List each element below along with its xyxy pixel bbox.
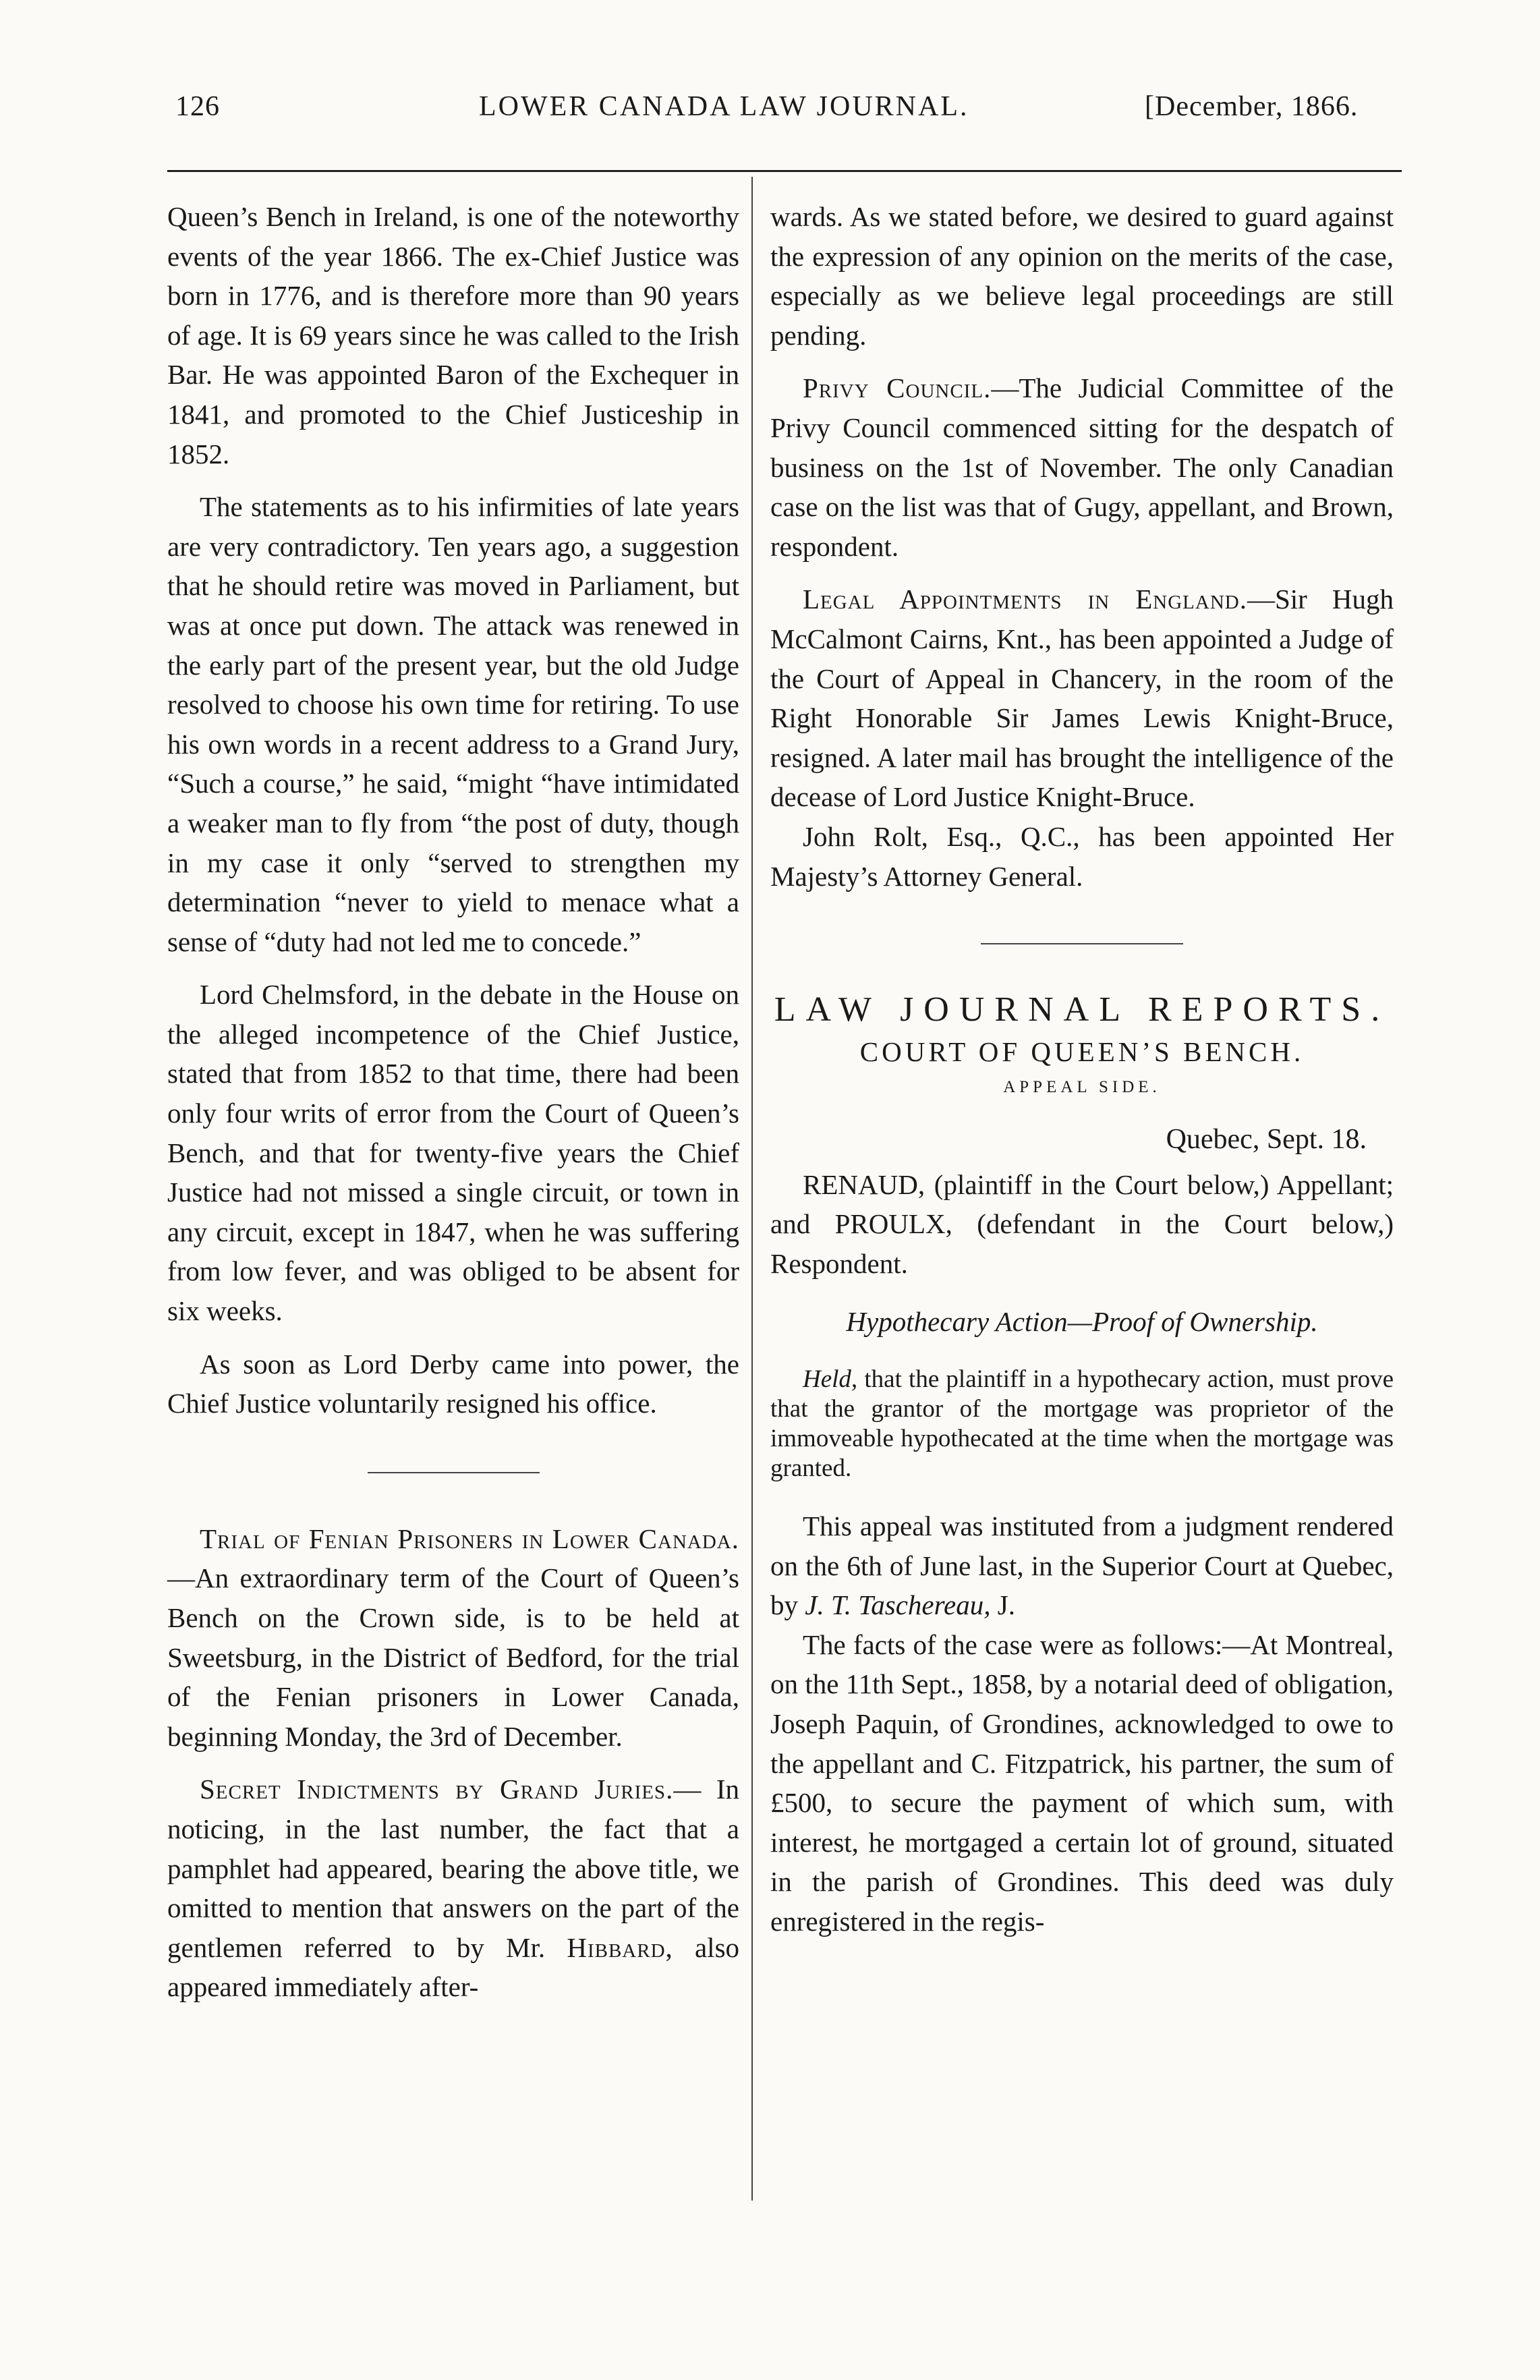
trial-body: —An extraordinary term of the Court of Queen’s Bench on the Crown side, is to be held at Sweetsburg, in the District of Bedford, for the trial of the Fenian prisoners in Lower Canada, beginning Monday, the 3rd of December. <box>167 1562 739 1752</box>
secret-indictments-body-1: — In noticing, in the last number, the fact that a pamphlet had appeared, bearing the above title, we omitted to mention that answers on the part of the gentlemen referred to by Mr. <box>167 1774 740 1963</box>
legal-appointments-heading: Legal Appointments in England. <box>803 584 1247 615</box>
appeal-side-heading: APPEAL SIDE. <box>1003 1078 1161 1097</box>
opinion-paragraph-1 <box>770 1506 1394 1625</box>
held-word: Held, <box>803 1365 858 1394</box>
page-header <box>0 90 1540 138</box>
ireland-paragraph-1: Queen’s Bench in Ireland, is one of the noteworthy events of the year 1866. The ex-Chief Justice was born in 1776, and is therefore more than 90 years of age. It is 69 years since he was called to the Irish Bar. He was appointed Baron of the Exchequer in 1841, and promoted to the Chief Justiceship in 1852. <box>167 201 739 470</box>
section-separator <box>368 1472 540 1473</box>
right-column <box>770 197 1394 1942</box>
legal-appointments-body: —Sir Hugh McCalmont Cairns, Knt., has been appointed a Judge of the Court of Appeal in Chancery, in the room of the Right Honorable Sir James Lewis Knight-Bruce, resigned. A later mail has brought the intelligence of the decease of Lord Justice Knight-Bruce. <box>770 584 1394 813</box>
ireland-paragraph-2: The statements as to his infirmities of late years are very contradictory. Ten years ago, a suggestion that he should retire was moved in Parliament, but was at once put down. The attack was renewed in the early part of the present year, but the old Judge resolved to choose his own time for retiring. To use his own words in a recent address to a Grand Jury, “Such a course,” he said, “might “have intimidated a weaker man to fly from “the post of duty, though in my case it only “served to strengthen my determination “never to yield to menace what a sense of “duty had not led me to concede.” <box>167 491 739 957</box>
continued-paragraph: wards. As we stated before, we desired to guard against the expression of any opinion on the merits of the case, especially as we believe legal proceedings are still pending. <box>770 201 1394 351</box>
secret-indictments-body-2: also appeared immediately after- <box>167 1931 740 2003</box>
privy-council-heading: Privy Council. <box>803 372 992 404</box>
headnote-body: that the plaintiff in a hypothecary action, must prove that the grantor of the mortgage was proprietor of the immoveable hypothecated at the time when the mortgage was granted. <box>770 1365 1394 1483</box>
rolt-paragraph: John Rolt, Esq., Q.C., has been appointed Her Majesty’s Attorney General. <box>770 820 1394 892</box>
reports-heading: LAW JOURNAL REPORTS. <box>774 990 1390 1029</box>
left-column <box>167 197 739 2007</box>
trial-heading: Trial of Fenian Prisoners in Lower Canada. <box>200 1523 739 1554</box>
secret-indictments-paragraph <box>167 1769 739 2007</box>
court-heading: COURT OF QUEEN’S BENCH. <box>859 1036 1305 1068</box>
trial-paragraph <box>167 1519 739 1757</box>
opinion-1-text: This appeal was instituted from a judgment rendered on the 6th of June last, in the Superior Court at Quebec, by <box>770 1510 1394 1621</box>
headnote-title: Hypothecary Action—Proof of Ownership. <box>846 1306 1318 1338</box>
opinion-paragraph-2: The facts of the case were as follows:—At Montreal, on the 11th Sept., 1858, by a notarial deed of obligation, Joseph Paquin, of Grondines, acknowledged to owe to the appellant and C. Fitzpatrick, his partner, the sum of £500, to secure the payment of which sum, with interest, he mortgaged a certain lot of ground, situated in the parish of Grondines. This deed was duly enregistered in the regis- <box>770 1628 1394 1937</box>
opinion-1-end: J. <box>997 1589 1015 1621</box>
header-rule <box>167 170 1402 172</box>
legal-appointments-paragraph <box>770 579 1394 817</box>
issue-date: [December, 1866. <box>1145 91 1359 122</box>
column-divider <box>751 177 753 2201</box>
ireland-paragraph-4: As soon as Lord Derby came into power, the Chief Justice voluntarily resigned his office. <box>167 1348 739 1419</box>
judge-name: J. T. Taschereau, <box>805 1589 991 1621</box>
secret-indictments-heading: Secret Indictments by Grand Juries. <box>200 1774 674 1805</box>
ireland-paragraph-3: Lord Chelmsford, in the debate in the House on the alleged incompetence of the Chief Justice, stated that from 1852 to that time, there had been only four writs of error from the Court of Queen’s Bench, and that for twenty-five years the Chief Justice had not missed a single circuit, or town in any circuit, except in 1847, when he was suffering from low fever, and was obliged to be absent for six weeks. <box>167 979 739 1327</box>
case-dateline: Quebec, Sept. 18. <box>1166 1124 1367 1156</box>
case-parties: RENAUD, (plaintiff in the Court below,) Appellant; and PROULX, (defendant in the Court below,) Respondent. <box>770 1168 1394 1279</box>
hibbard-name: Hibbard, <box>567 1931 673 1963</box>
running-title: LOWER CANADA LAW JOURNAL. <box>479 91 969 122</box>
page-number: 126 <box>175 91 220 122</box>
section-separator <box>981 943 1183 944</box>
privy-council-paragraph <box>770 368 1394 566</box>
headnote <box>770 1365 1394 1483</box>
privy-council-body: —The Judicial Committee of the Privy Council commenced sitting for the despatch of business on the 1st of November. The only Canadian case on the list was that of Gugy, appellant, and Brown, respondent. <box>770 372 1394 562</box>
